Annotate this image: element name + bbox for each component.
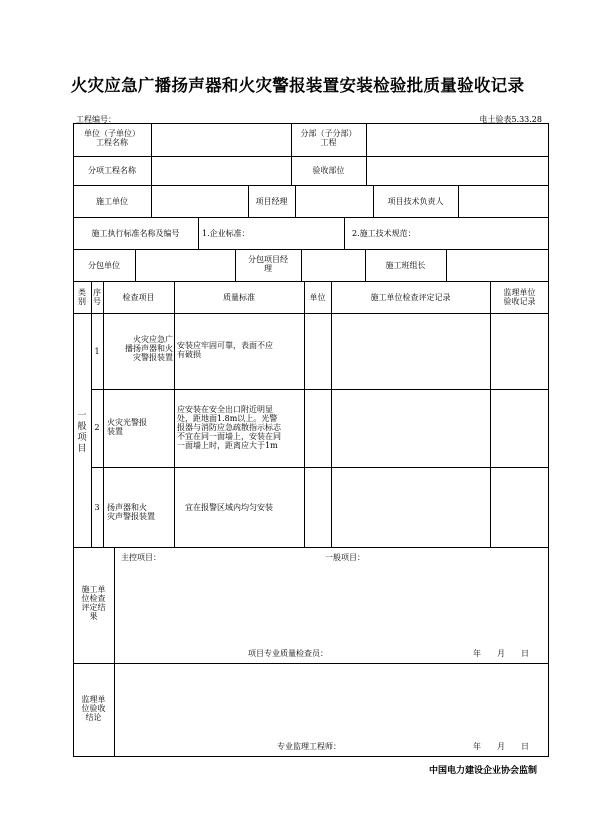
- row-divider: [73, 663, 549, 664]
- row-divider: [73, 547, 549, 548]
- col-divider: [344, 217, 345, 249]
- supervision-engineer-label: 专业监理工程师：: [277, 742, 341, 751]
- footer-issuer: 中国电力建设企业协会监制: [428, 766, 537, 776]
- item-column-header: 检查项目: [122, 293, 155, 302]
- row-divider: [91, 389, 549, 390]
- standard-name-label: 施工执行标准名称及编号: [91, 229, 180, 238]
- technical-lead-label: 项目技术负责人: [387, 197, 444, 206]
- row-standard: 安装应牢固可靠，表面不应 有破损: [177, 341, 273, 359]
- row-seq: 1: [94, 347, 100, 356]
- row-divider: [73, 156, 549, 157]
- enterprise-standard-label: 1.企业标准：: [202, 229, 250, 238]
- col-divider: [446, 249, 447, 281]
- row-divider: [73, 185, 549, 186]
- acceptance-part-label: 验收部位: [312, 166, 345, 175]
- table-frame: [73, 123, 549, 757]
- row-seq: 2: [94, 423, 100, 432]
- supervision-conclusion-label: 监理单 位验收 结论: [81, 695, 106, 722]
- row-divider: [73, 249, 549, 250]
- row-divider: [91, 467, 549, 468]
- acceptance-form-table: [73, 123, 549, 757]
- col-divider: [295, 185, 296, 217]
- col-divider: [174, 281, 175, 547]
- technical-spec-label: 2.施工技术规范：: [352, 229, 416, 238]
- subcontract-manager-label: 分包项目经 理: [248, 255, 288, 273]
- col-divider: [198, 217, 199, 249]
- quality-inspector-label: 项目专业质量检查员：: [248, 649, 328, 658]
- col-divider: [151, 156, 152, 185]
- row-divider: [73, 281, 549, 282]
- team-leader-label: 施工班组长: [385, 261, 426, 270]
- supervision-date: 年 月 日: [473, 742, 529, 751]
- row-item: 火灾应急广 播扬声器和火 灾警报装置: [125, 335, 173, 362]
- category-column-header: 类 别: [78, 288, 86, 306]
- unit-project-name-label: 单位（子单位） 工程名称: [84, 129, 140, 147]
- row-standard: 宜在报警区域内均匀安装: [185, 503, 273, 512]
- col-divider: [114, 547, 115, 757]
- row-divider: [73, 313, 549, 314]
- form-code: 电土验表5.33.28: [479, 115, 542, 124]
- division-project-label: 分部（子分部） 工程: [300, 129, 357, 147]
- subcontract-unit-label: 分包单位: [88, 261, 120, 270]
- seq-column-header: 序 号: [93, 288, 101, 306]
- col-divider: [366, 156, 367, 185]
- construction-unit-label: 施工单位: [96, 197, 128, 206]
- col-divider: [151, 123, 152, 156]
- main-items-label: 主控项目：: [121, 553, 161, 562]
- col-divider: [103, 281, 104, 547]
- project-number-label: 工程编号：: [76, 115, 116, 124]
- col-divider: [135, 249, 136, 281]
- row-standard: 应安装在安全出口附近明显 处，距地面1.8m以上。光警 报器与消防应急疏散指示标志 不宜在同一面墙上，安装在同 一面墙上时，距离应大于1m: [177, 405, 281, 450]
- construction-conclusion-label: 施工单 位检查 评定结 果: [81, 585, 106, 621]
- general-items-category: 一 般 项 目: [77, 411, 87, 454]
- row-item: 火灾光警报 装置: [107, 418, 147, 436]
- general-items-label: 一般项目：: [325, 553, 365, 562]
- col-divider: [151, 185, 152, 217]
- row-divider: [73, 217, 549, 218]
- project-manager-label: 项目经理: [255, 197, 288, 206]
- col-divider: [366, 123, 367, 156]
- col-divider: [331, 281, 332, 547]
- form-title: 火灾应急广播扬声器和火灾警报装置安装检验批质量验收记录: [70, 76, 525, 95]
- col-divider: [490, 281, 491, 547]
- col-divider: [458, 185, 459, 217]
- col-divider: [301, 249, 302, 281]
- unit-column-header: 单位: [309, 293, 326, 302]
- subitem-project-name-label: 分项工程名称: [88, 166, 136, 175]
- row-seq: 3: [94, 503, 100, 512]
- col-divider: [304, 281, 305, 547]
- supervision-record-column-header: 监理单位 验收记录: [503, 288, 536, 306]
- standard-column-header: 质量标准: [223, 293, 255, 302]
- row-item: 扬声器和火 灾声警报装置: [107, 503, 155, 521]
- construction-date: 年 月 日: [473, 649, 529, 658]
- construction-record-column-header: 施工单位检查评定记录: [370, 293, 451, 302]
